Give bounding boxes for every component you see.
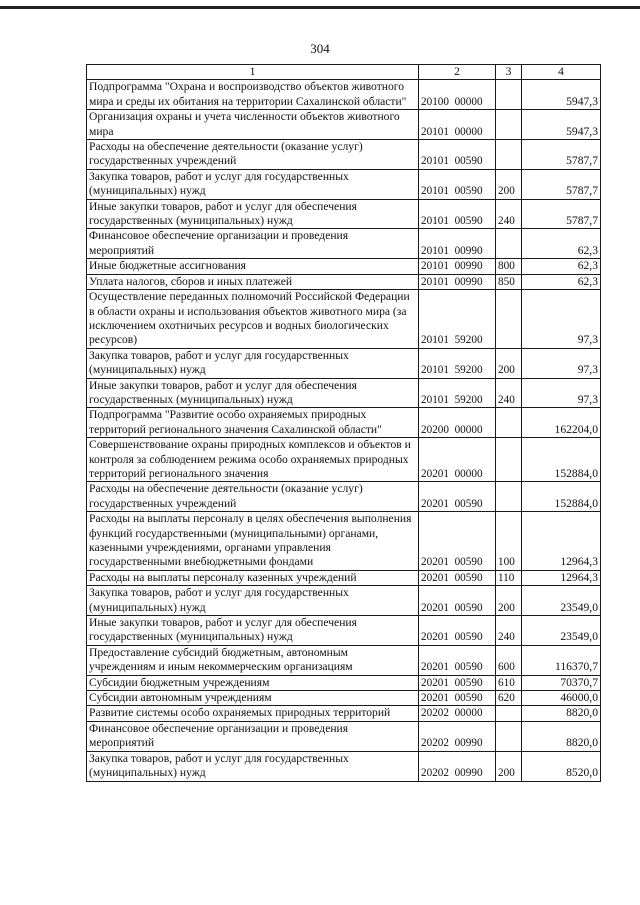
row-vr-cell: 620 (496, 691, 522, 706)
row-code-cell: 20202 00000 (419, 706, 496, 721)
row-name-cell: Закупка товаров, работ и услуг для государственных (муниципальных) нужд (87, 586, 419, 616)
row-vr-cell (496, 80, 522, 110)
row-vr-cell (496, 706, 522, 721)
row-code-cell: 20101 59200 (419, 348, 496, 378)
table-row (87, 645, 601, 675)
row-vr-cell (496, 290, 522, 349)
row-name-cell: Уплата налогов, сборов и иных платежей (87, 274, 419, 289)
row-amount-cell: 5947,3 (522, 80, 601, 110)
row-amount-cell: 12964,3 (522, 570, 601, 585)
row-vr-cell: 100 (496, 512, 522, 571)
row-vr-cell: 800 (496, 259, 522, 274)
row-name-cell: Субсидии автономным учреждениям (87, 691, 419, 706)
row-name-cell: Закупка товаров, работ и услуг для государственных (муниципальных) нужд (87, 169, 419, 199)
table-row (87, 570, 601, 585)
row-vr-cell (496, 110, 522, 140)
row-vr-cell (496, 482, 522, 512)
row-code-cell: 20201 00590 (419, 675, 496, 690)
row-name-cell: Иные закупки товаров, работ и услуг для обеспечения государственных (муниципальных) нужд (87, 616, 419, 646)
row-amount-cell: 62,3 (522, 229, 601, 259)
table-row (87, 378, 601, 408)
row-vr-cell: 200 (496, 169, 522, 199)
row-code-cell: 20101 00590 (419, 140, 496, 170)
row-vr-cell (496, 721, 522, 751)
row-code-cell: 20201 00590 (419, 616, 496, 646)
row-name-cell: Иные закупки товаров, работ и услуг для обеспечения государственных (муниципальных) нужд (87, 378, 419, 408)
row-code-cell: 20101 00590 (419, 169, 496, 199)
table-row (87, 482, 601, 512)
table-row (87, 691, 601, 706)
row-code-cell: 20101 00590 (419, 199, 496, 229)
row-code-cell: 20101 00990 (419, 229, 496, 259)
row-code-cell: 20201 00590 (419, 512, 496, 571)
row-code-cell: 20101 59200 (419, 290, 496, 349)
row-code-cell: 20101 00990 (419, 274, 496, 289)
table-row (87, 274, 601, 289)
row-name-cell: Финансовое обеспечение организации и проведения мероприятий (87, 721, 419, 751)
row-vr-cell (496, 229, 522, 259)
row-amount-cell: 12964,3 (522, 512, 601, 571)
header-col-1: 1 (87, 65, 419, 80)
row-amount-cell: 97,3 (522, 378, 601, 408)
row-amount-cell: 8820,0 (522, 721, 601, 751)
row-name-cell: Закупка товаров, работ и услуг для государственных (муниципальных) нужд (87, 348, 419, 378)
row-amount-cell: 97,3 (522, 290, 601, 349)
table-row (87, 199, 601, 229)
table-row (87, 140, 601, 170)
row-vr-cell: 850 (496, 274, 522, 289)
row-code-cell: 20201 00590 (419, 645, 496, 675)
row-code-cell: 20202 00990 (419, 751, 496, 781)
row-name-cell: Подпрограмма "Охрана и воспроизводство объектов животного мира и среды их обитания на территории Сахалинской области" (87, 80, 419, 110)
row-name-cell: Субсидии бюджетным учреждениям (87, 675, 419, 690)
row-amount-cell: 46000,0 (522, 691, 601, 706)
row-vr-cell: 610 (496, 675, 522, 690)
header-col-3: 3 (496, 65, 522, 80)
row-amount-cell: 97,3 (522, 348, 601, 378)
row-vr-cell (496, 438, 522, 482)
row-code-cell: 20201 00590 (419, 570, 496, 585)
table-row (87, 408, 601, 438)
table-row (87, 675, 601, 690)
table-row (87, 290, 601, 349)
row-vr-cell (496, 408, 522, 438)
table-row (87, 512, 601, 571)
row-code-cell: 20202 00990 (419, 721, 496, 751)
row-name-cell: Финансовое обеспечение организации и проведения мероприятий (87, 229, 419, 259)
row-amount-cell: 70370,7 (522, 675, 601, 690)
table-row (87, 751, 601, 781)
row-amount-cell: 162204,0 (522, 408, 601, 438)
row-amount-cell: 5787,7 (522, 140, 601, 170)
row-vr-cell (496, 140, 522, 170)
row-name-cell: Совершенствование охраны природных комплексов и объектов и контроля за соблюдением режима особо охраняемых природных территорий регионального значения (87, 438, 419, 482)
row-code-cell: 20201 00590 (419, 691, 496, 706)
row-code-cell: 20101 59200 (419, 378, 496, 408)
table-row (87, 706, 601, 721)
row-amount-cell: 152884,0 (522, 482, 601, 512)
row-vr-cell: 240 (496, 199, 522, 229)
row-code-cell: 20101 00000 (419, 110, 496, 140)
page-number: 304 (310, 41, 330, 56)
row-name-cell: Осуществление переданных полномочий Российской Федерации в области охраны и использования объектов животного мира (за исключением охотничьих ресурсов и водных биологических ресурсов) (87, 290, 419, 349)
row-code-cell: 20101 00990 (419, 259, 496, 274)
row-name-cell: Подпрограмма "Развитие особо охраняемых природных территорий регионального значения Сахалинской области" (87, 408, 419, 438)
row-vr-cell: 200 (496, 586, 522, 616)
row-name-cell: Иные бюджетные ассигнования (87, 259, 419, 274)
row-name-cell: Расходы на выплаты персоналу казенных учреждений (87, 570, 419, 585)
row-name-cell: Закупка товаров, работ и услуг для государственных (муниципальных) нужд (87, 751, 419, 781)
row-code-cell: 20201 00000 (419, 438, 496, 482)
row-amount-cell: 116370,7 (522, 645, 601, 675)
table-row (87, 110, 601, 140)
header-col-4: 4 (522, 65, 601, 80)
row-amount-cell: 62,3 (522, 259, 601, 274)
table-row (87, 616, 601, 646)
row-amount-cell: 152884,0 (522, 438, 601, 482)
table-row (87, 229, 601, 259)
row-vr-cell: 240 (496, 616, 522, 646)
row-amount-cell: 5787,7 (522, 169, 601, 199)
row-amount-cell: 23549,0 (522, 586, 601, 616)
row-vr-cell: 600 (496, 645, 522, 675)
header-col-2: 2 (419, 65, 496, 80)
row-name-cell: Расходы на выплаты персоналу в целях обеспечения выполнения функций государственными (муниципальными) органами, казенными учреждениями, органами управления государственными внебюджетными фондами (87, 512, 419, 571)
row-code-cell: 20201 00590 (419, 482, 496, 512)
row-vr-cell: 240 (496, 378, 522, 408)
row-name-cell: Расходы на обеспечение деятельности (оказание услуг) государственных учреждений (87, 482, 419, 512)
row-name-cell: Организация охраны и учета численности объектов животного мира (87, 110, 419, 140)
row-name-cell: Иные закупки товаров, работ и услуг для обеспечения государственных (муниципальных) нужд (87, 199, 419, 229)
table-row (87, 169, 601, 199)
top-border-rule (0, 6, 640, 9)
budget-table (86, 64, 601, 782)
table-row (87, 721, 601, 751)
row-amount-cell: 5787,7 (522, 199, 601, 229)
row-name-cell: Предоставление субсидий бюджетным, автономным учреждениям и иным некоммерческим организациям (87, 645, 419, 675)
row-code-cell: 20200 00000 (419, 408, 496, 438)
table-row (87, 586, 601, 616)
row-amount-cell: 5947,3 (522, 110, 601, 140)
header-row (87, 65, 601, 80)
table-row (87, 80, 601, 110)
row-code-cell: 20201 00590 (419, 586, 496, 616)
table-row (87, 348, 601, 378)
table-row (87, 438, 601, 482)
row-vr-cell: 110 (496, 570, 522, 585)
row-name-cell: Развитие системы особо охраняемых природных территорий (87, 706, 419, 721)
row-amount-cell: 62,3 (522, 274, 601, 289)
table-row (87, 259, 601, 274)
row-amount-cell: 23549,0 (522, 616, 601, 646)
row-vr-cell: 200 (496, 348, 522, 378)
row-code-cell: 20100 00000 (419, 80, 496, 110)
row-amount-cell: 8520,0 (522, 751, 601, 781)
row-amount-cell: 8820,0 (522, 706, 601, 721)
row-vr-cell: 200 (496, 751, 522, 781)
row-name-cell: Расходы на обеспечение деятельности (оказание услуг) государственных учреждений (87, 140, 419, 170)
